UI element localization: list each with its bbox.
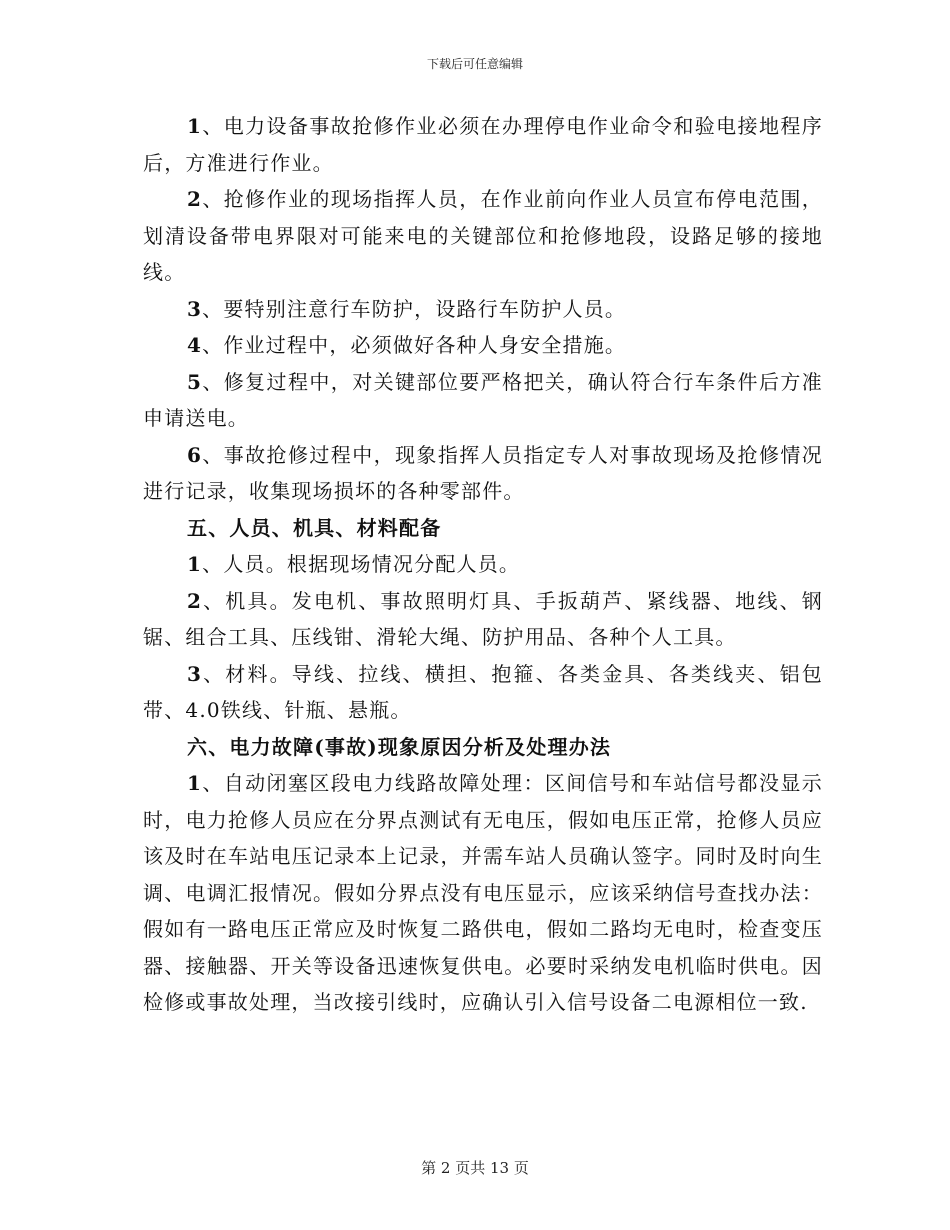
list-item — [143, 765, 823, 1021]
item-text: 、要特别注意行车防护，设路行车防护人员。 — [202, 296, 627, 321]
list-item — [143, 364, 823, 437]
item-text: 、事故抢修过程中，现象指挥人员指定专人对事故现场及抢修情况进行记录，收集现场损坏的各种零部件。 — [143, 442, 823, 503]
item-text: 、作业过程中，必须做好各种人身安全措施。 — [202, 333, 627, 357]
page-number: 第 2 页共 13 页 — [421, 1159, 529, 1177]
item-text: 、人员。根据现场情况分配人员。 — [202, 552, 521, 576]
item-text: 、修复过程中，对关键部位要严格把关，确认符合行车条件后方准申请送电。 — [143, 369, 823, 430]
list-item — [143, 437, 823, 510]
list-item — [143, 546, 823, 583]
item-number: 4 — [187, 333, 203, 357]
item-text: 、机具。发电机、事故照明灯具、手扳葫芦、紧线器、地线、钢锯、组合工具、压线钳、滑轮大绳、防护用品、各种个人工具。 — [143, 588, 823, 649]
item-number: 1 — [187, 552, 203, 576]
section-heading: 六、电力故障(事故)现象原因分析及处理办法 — [187, 734, 612, 759]
list-item — [143, 181, 823, 291]
item-number: 5 — [187, 369, 203, 394]
item-text: 、电力设备事故抢修作业必须在办理停电作业命令和验电接地程序后，方准进行作业。 — [143, 114, 823, 175]
section-heading: 五、人员、机具、材料配备 — [187, 515, 442, 540]
document-body — [143, 108, 823, 1021]
item-number: 2 — [187, 187, 203, 211]
page-header-note: 下载后可任意编辑 — [426, 57, 523, 71]
item-text: 、自动闭塞区段电力线路故障处理：区间信号和车站信号都没显示时，电力抢修人员应在分界点测试有无电压，假如电压正常，抢修人员应该及时在车站电压记录本上记录，并需车站人员确认签字。同时及时向生调、电调汇报情况。假如分界点没有电压显示，应该采纳信号查找办法：假如有一路电压正常应及时恢复二路供电，假如二路均无电时，检查变压器、接触器、开关等设备迅速恢复供电。必要时采纳发电机临时供电。因检修或事故处理，当改接引线时，应确认引入信号设备二电源相位一致. — [143, 771, 823, 1014]
item-number: 3 — [187, 661, 203, 686]
list-item — [143, 656, 823, 729]
list-item — [143, 583, 823, 656]
item-number: 2 — [187, 588, 203, 613]
item-number: 1 — [187, 771, 203, 795]
list-item — [143, 327, 823, 364]
item-number: 6 — [187, 442, 203, 467]
list-item — [143, 108, 823, 181]
item-number: 1 — [187, 114, 203, 138]
item-text: 、抢修作业的现场指挥人员，在作业前向作业人员宣布停电范围，划清设备带电界限对可能来电的关键部位和抢修地段，设路足够的接地线。 — [143, 187, 823, 284]
list-item — [143, 291, 823, 328]
item-number: 3 — [187, 296, 203, 321]
item-text: 、材料。导线、拉线、横担、抱箍、各类金具、各类线夹、铝包带、4.0铁线、针瓶、悬瓶。 — [143, 661, 823, 722]
